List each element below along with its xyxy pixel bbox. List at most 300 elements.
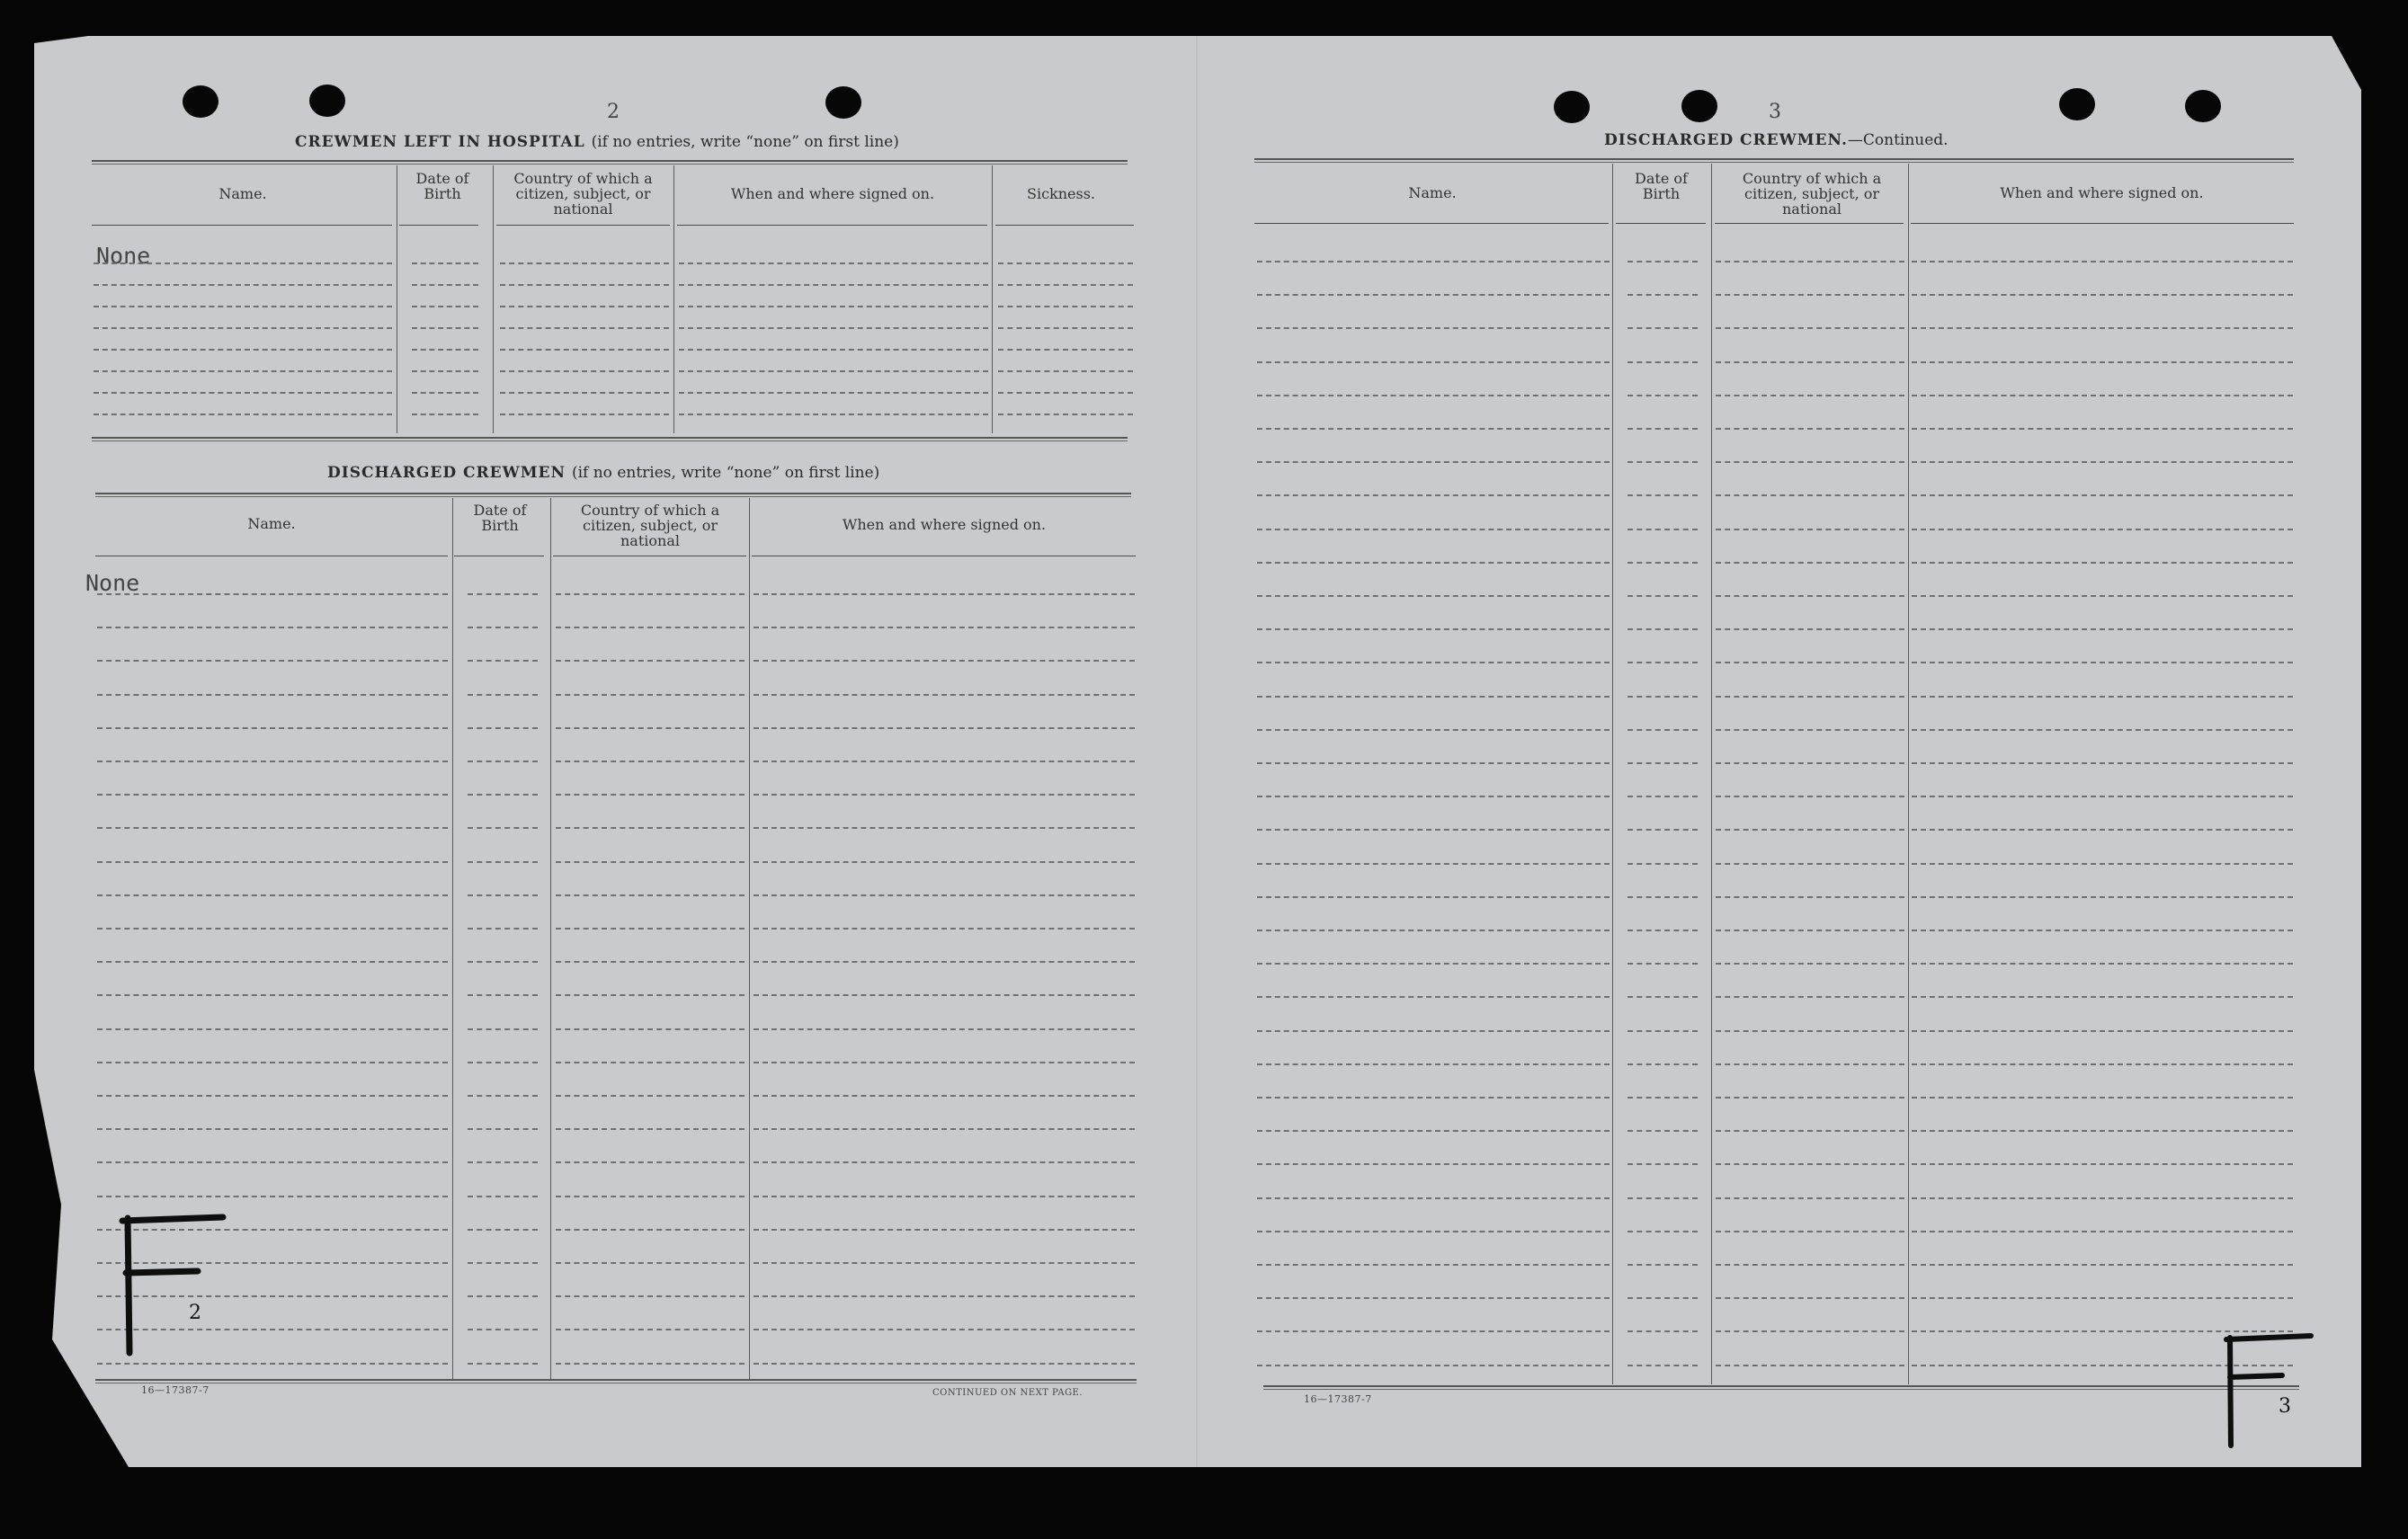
- ruled-line: [1716, 1297, 1904, 1299]
- ruled-line: [1912, 1030, 2293, 1032]
- hospital-instruction: (if no entries, write “none” on first line): [591, 133, 899, 151]
- ruled-line: [556, 1262, 745, 1264]
- ruled-line: [97, 794, 448, 796]
- ruled-line: [1257, 294, 1610, 296]
- ruled-line: [754, 1229, 1135, 1231]
- ruled-line: [556, 627, 745, 628]
- ruled-line: [1628, 930, 1698, 931]
- ruled-line: [1912, 1231, 2293, 1232]
- ruled-line: [754, 627, 1135, 628]
- ruled-line: [97, 827, 448, 829]
- ruled-line: [412, 262, 478, 264]
- ruled-line: [1716, 729, 1904, 731]
- ruled-line: [97, 894, 448, 896]
- ruled-line: [468, 794, 538, 796]
- hospital-col-country: Country of which a citizen, subject, or national: [513, 170, 653, 218]
- ruled-line: [97, 861, 448, 863]
- ruled-line: [1716, 796, 1904, 797]
- right-title-suffix: —Continued.: [1847, 131, 1949, 149]
- ruled-line: [1628, 1231, 1698, 1232]
- page-number: 2: [607, 101, 620, 123]
- hospital-section-title: [295, 133, 899, 151]
- ruled-line: [1257, 361, 1610, 363]
- ruled-line: [500, 327, 669, 329]
- ruled-line: [1257, 796, 1610, 797]
- ruled-line: [1912, 628, 2293, 630]
- ruled-line: [1912, 729, 2293, 731]
- ruled-line: [679, 414, 988, 415]
- continued-note: CONTINUED ON NEXT PAGE.: [932, 1388, 1084, 1398]
- ruled-line: [97, 1196, 448, 1197]
- discharged-title: DISCHARGED CREWMEN: [327, 464, 566, 482]
- ruled-line: [1716, 1030, 1904, 1032]
- ruled-line: [1257, 1063, 1610, 1065]
- discharged-col-country: Country of which a citizen, subject, or national: [580, 502, 720, 549]
- hospital-col-divider: [673, 165, 674, 433]
- ruled-line: [468, 1062, 538, 1063]
- ruled-line: [1257, 1297, 1610, 1299]
- ruled-line: [97, 1161, 448, 1163]
- ruled-line: [97, 1028, 448, 1030]
- ruled-line: [1912, 1297, 2293, 1299]
- ruled-line: [1716, 1231, 1904, 1232]
- ruled-line: [1628, 1197, 1698, 1199]
- right-col-dob: Date of Birth: [1635, 170, 1688, 202]
- ruled-line: [468, 1161, 538, 1163]
- hospital-header-rule: [399, 225, 478, 226]
- ruled-line: [1257, 494, 1610, 496]
- ruled-line: [468, 660, 538, 662]
- ruled-line: [1628, 327, 1698, 329]
- ruled-line: [679, 306, 988, 307]
- right-col-signed: When and where signed on.: [2000, 184, 2204, 201]
- handwritten-f-mark: [2221, 1330, 2320, 1456]
- ruled-line: [1628, 729, 1698, 731]
- ruled-line: [1912, 261, 2293, 262]
- ruled-line: [754, 961, 1135, 963]
- ruled-line: [1628, 1163, 1698, 1165]
- ruled-line: [468, 727, 538, 729]
- ruled-line: [1257, 1097, 1610, 1099]
- ruled-line: [1716, 1163, 1904, 1165]
- ruled-line: [468, 1095, 538, 1097]
- handwritten-number-mark: 2: [189, 1302, 201, 1324]
- ruled-line: [97, 1062, 448, 1063]
- ruled-line: [754, 1095, 1135, 1097]
- ruled-line: [556, 1128, 745, 1130]
- ruled-line: [754, 894, 1135, 896]
- ruled-line: [412, 284, 478, 286]
- ruled-line: [1716, 963, 1904, 965]
- ruled-line: [1628, 896, 1698, 898]
- ruled-line: [1716, 461, 1904, 463]
- ruled-line: [1716, 628, 1904, 630]
- ruled-line: [1628, 1130, 1698, 1132]
- right-top-rule: [1254, 158, 2294, 163]
- ruled-line: [556, 761, 745, 762]
- ruled-line: [754, 694, 1135, 696]
- ruled-line: [1716, 1063, 1904, 1065]
- ruled-line: [1912, 1097, 2293, 1099]
- ruled-line: [998, 327, 1133, 329]
- ruled-line: [556, 1229, 745, 1231]
- ruled-line: [1912, 1063, 2293, 1065]
- ruled-line: [754, 1363, 1135, 1365]
- ruled-line: [1912, 696, 2293, 698]
- ruled-line: [1628, 1330, 1698, 1332]
- ruled-line: [1257, 595, 1610, 597]
- ruled-line: [679, 370, 988, 372]
- ruled-line: [500, 414, 669, 415]
- ruled-line: [1628, 1365, 1698, 1366]
- ruled-line: [1257, 696, 1610, 698]
- ruled-line: [1716, 294, 1904, 296]
- ruled-line: [1628, 863, 1698, 865]
- ruled-line: [1716, 896, 1904, 898]
- ruled-line: [754, 727, 1135, 729]
- punch-hole: [2059, 88, 2095, 120]
- discharged-col-divider: [550, 498, 551, 1381]
- ruled-line: [1912, 963, 2293, 965]
- ruled-line: [1716, 1197, 1904, 1199]
- discharged-instruction: (if no entries, write “none” on first line): [571, 464, 880, 482]
- ruled-line: [97, 761, 448, 762]
- ruled-line: [1912, 327, 2293, 329]
- ruled-line: [556, 861, 745, 863]
- hospital-col-sickness: Sickness.: [1026, 185, 1095, 202]
- ruled-line: [754, 994, 1135, 996]
- hospital-bottom-rule: [92, 437, 1128, 441]
- ruled-line: [1716, 1097, 1904, 1099]
- ruled-line: [556, 660, 745, 662]
- ruled-line: [754, 1329, 1135, 1330]
- ruled-line: [1912, 1197, 2293, 1199]
- ruled-line: [998, 349, 1133, 351]
- ruled-line: [556, 894, 745, 896]
- ruled-line: [556, 593, 745, 595]
- discharged-top-rule: [95, 493, 1131, 497]
- punch-hole: [183, 85, 219, 118]
- ruled-line: [94, 370, 392, 372]
- ruled-line: [1912, 294, 2293, 296]
- ruled-line: [1257, 863, 1610, 865]
- ruled-line: [1912, 461, 2293, 463]
- ruled-line: [754, 861, 1135, 863]
- discharged-col-signed: When and where signed on.: [842, 516, 1047, 533]
- hospital-col-divider: [992, 165, 993, 433]
- ruled-line: [1716, 1130, 1904, 1132]
- hospital-col-signed: When and where signed on.: [730, 185, 935, 202]
- hospital-entry-none: None: [96, 243, 151, 269]
- ruled-line: [468, 761, 538, 762]
- ruled-line: [97, 593, 448, 595]
- ruled-line: [1628, 1063, 1698, 1065]
- punch-hole: [1681, 90, 1717, 122]
- right-section-title: [1604, 131, 1949, 149]
- ruled-line: [556, 994, 745, 996]
- right-col-divider: [1612, 164, 1613, 1384]
- ruled-line: [1628, 261, 1698, 262]
- ruled-line: [97, 961, 448, 963]
- ruled-line: [998, 392, 1133, 394]
- ruled-line: [97, 928, 448, 930]
- ruled-line: [1912, 829, 2293, 831]
- ruled-line: [97, 1128, 448, 1130]
- ruled-line: [1628, 762, 1698, 764]
- ruled-line: [1257, 930, 1610, 931]
- ruled-line: [556, 727, 745, 729]
- ruled-line: [97, 727, 448, 729]
- ruled-line: [94, 306, 392, 307]
- ruled-line: [1912, 529, 2293, 530]
- ruled-line: [1628, 494, 1698, 496]
- ruled-line: [1257, 729, 1610, 731]
- ruled-line: [1912, 595, 2293, 597]
- ruled-line: [754, 794, 1135, 796]
- ruled-line: [754, 593, 1135, 595]
- ruled-line: [1716, 261, 1904, 262]
- ruled-line: [94, 284, 392, 286]
- ruled-line: [1257, 1030, 1610, 1032]
- ruled-line: [556, 1062, 745, 1063]
- ruled-line: [1912, 562, 2293, 564]
- ruled-line: [412, 414, 478, 415]
- ruled-line: [97, 627, 448, 628]
- right-title: DISCHARGED CREWMEN.: [1604, 131, 1848, 149]
- ruled-line: [468, 694, 538, 696]
- ruled-line: [1257, 963, 1610, 965]
- ruled-line: [468, 994, 538, 996]
- right-col-divider: [1908, 164, 1909, 1384]
- ruled-line: [94, 262, 392, 264]
- ruled-line: [97, 660, 448, 662]
- ruled-line: [1912, 863, 2293, 865]
- ruled-line: [1716, 762, 1904, 764]
- right-col-divider: [1711, 164, 1712, 1384]
- ruled-line: [1628, 461, 1698, 463]
- ruled-line: [97, 1095, 448, 1097]
- handwritten-number-mark: 3: [2279, 1395, 2291, 1418]
- ruled-line: [412, 370, 478, 372]
- ruled-line: [556, 1363, 745, 1365]
- right-bottom-rule: [1263, 1385, 2299, 1390]
- ruled-line: [1716, 662, 1904, 663]
- ruled-line: [412, 327, 478, 329]
- ruled-line: [1257, 529, 1610, 530]
- ruled-line: [1716, 1264, 1904, 1266]
- right-header-rule: [1911, 223, 2294, 224]
- ruled-line: [1912, 361, 2293, 363]
- ruled-line: [1716, 428, 1904, 430]
- ruled-line: [500, 284, 669, 286]
- ruled-line: [1628, 829, 1698, 831]
- ruled-line: [1257, 896, 1610, 898]
- ruled-line: [412, 349, 478, 351]
- discharged-col-name: Name.: [247, 515, 296, 532]
- ruled-line: [468, 894, 538, 896]
- ruled-line: [998, 370, 1133, 372]
- ruled-line: [556, 827, 745, 829]
- hospital-header-rule: [92, 225, 392, 226]
- ruled-line: [1257, 395, 1610, 396]
- ruled-line: [1716, 562, 1904, 564]
- ruled-line: [94, 392, 392, 394]
- ruled-line: [1257, 1197, 1610, 1199]
- ruled-line: [679, 284, 988, 286]
- ruled-line: [754, 928, 1135, 930]
- ruled-line: [1628, 1264, 1698, 1266]
- ruled-line: [754, 1196, 1135, 1197]
- ruled-line: [468, 627, 538, 628]
- ruled-line: [1912, 428, 2293, 430]
- right-header-rule: [1254, 223, 1609, 224]
- ruled-line: [1628, 963, 1698, 965]
- ruled-line: [1716, 395, 1904, 396]
- ruled-line: [468, 928, 538, 930]
- discharged-col-divider: [452, 498, 453, 1381]
- ruled-line: [1912, 1130, 2293, 1132]
- ruled-line: [556, 1196, 745, 1197]
- ruled-line: [500, 306, 669, 307]
- right-header-rule: [1616, 223, 1706, 224]
- hospital-header-rule: [496, 225, 670, 226]
- ruled-line: [468, 1295, 538, 1297]
- ruled-line: [998, 262, 1133, 264]
- ruled-line: [468, 827, 538, 829]
- ruled-line: [754, 1262, 1135, 1264]
- ruled-line: [468, 1229, 538, 1231]
- page-number: 3: [1769, 101, 1781, 123]
- ruled-line: [998, 306, 1133, 307]
- ruled-line: [468, 1196, 538, 1197]
- ruled-line: [1912, 395, 2293, 396]
- document-sheet: [34, 36, 2361, 1467]
- ruled-line: [1716, 595, 1904, 597]
- ruled-line: [754, 660, 1135, 662]
- ruled-line: [1716, 996, 1904, 998]
- ruled-line: [94, 349, 392, 351]
- ruled-line: [1628, 696, 1698, 698]
- hospital-header-rule: [677, 225, 987, 226]
- ruled-line: [556, 1095, 745, 1097]
- ruled-line: [1628, 1297, 1698, 1299]
- ruled-line: [1912, 896, 2293, 898]
- discharged-col-dob: Date of Birth: [473, 502, 527, 534]
- ruled-line: [468, 1329, 538, 1330]
- form-number: 16—17387-7: [141, 1384, 210, 1396]
- punch-hole: [309, 85, 345, 117]
- ruled-line: [1716, 494, 1904, 496]
- ruled-line: [754, 1295, 1135, 1297]
- discharged-section-title: [327, 464, 879, 482]
- ruled-line: [500, 349, 669, 351]
- ruled-line: [1257, 662, 1610, 663]
- ruled-line: [1716, 829, 1904, 831]
- ruled-line: [1912, 996, 2293, 998]
- ruled-line: [1257, 461, 1610, 463]
- hospital-col-dob: Date of Birth: [415, 170, 469, 202]
- ruled-line: [1628, 1030, 1698, 1032]
- ruled-line: [500, 262, 669, 264]
- ruled-line: [412, 392, 478, 394]
- page-fold: [1196, 36, 1198, 1467]
- ruled-line: [1257, 1163, 1610, 1165]
- ruled-line: [1257, 1365, 1610, 1366]
- form-number: 16—17387-7: [1304, 1393, 1372, 1405]
- ruled-line: [1716, 1330, 1904, 1332]
- ruled-line: [556, 961, 745, 963]
- hospital-col-name: Name.: [219, 185, 267, 202]
- ruled-line: [94, 414, 392, 415]
- ruled-line: [556, 794, 745, 796]
- punch-hole: [825, 86, 861, 119]
- ruled-line: [468, 961, 538, 963]
- ruled-line: [1716, 327, 1904, 329]
- ruled-line: [1257, 327, 1610, 329]
- ruled-line: [556, 694, 745, 696]
- ruled-line: [500, 392, 669, 394]
- ruled-line: [1628, 428, 1698, 430]
- ruled-line: [94, 327, 392, 329]
- ruled-line: [1257, 261, 1610, 262]
- ruled-line: [1716, 361, 1904, 363]
- ruled-line: [1257, 428, 1610, 430]
- ruled-line: [1257, 1330, 1610, 1332]
- ruled-line: [754, 1161, 1135, 1163]
- ruled-line: [679, 392, 988, 394]
- ruled-line: [754, 761, 1135, 762]
- discharged-entry-none: None: [85, 570, 140, 596]
- ruled-line: [97, 994, 448, 996]
- ruled-line: [556, 1329, 745, 1330]
- ruled-line: [556, 1028, 745, 1030]
- ruled-line: [1912, 1264, 2293, 1266]
- ruled-line: [754, 1028, 1135, 1030]
- discharged-col-divider: [749, 498, 750, 1381]
- ruled-line: [1716, 863, 1904, 865]
- right-col-country: Country of which a citizen, subject, or national: [1742, 170, 1882, 218]
- ruled-line: [1716, 696, 1904, 698]
- ruled-line: [1912, 762, 2293, 764]
- ruled-line: [556, 1295, 745, 1297]
- ruled-line: [1257, 996, 1610, 998]
- hospital-header-rule: [995, 225, 1134, 226]
- ruled-line: [1257, 1231, 1610, 1232]
- ruled-line: [1257, 562, 1610, 564]
- ruled-line: [754, 827, 1135, 829]
- ruled-line: [1628, 662, 1698, 663]
- ruled-line: [1257, 829, 1610, 831]
- ruled-line: [1628, 562, 1698, 564]
- discharged-bottom-rule: [95, 1379, 1137, 1383]
- ruled-line: [468, 593, 538, 595]
- ruled-line: [679, 349, 988, 351]
- ruled-line: [1628, 294, 1698, 296]
- ruled-line: [1628, 361, 1698, 363]
- ruled-line: [412, 306, 478, 307]
- ruled-line: [1628, 996, 1698, 998]
- ruled-line: [1912, 662, 2293, 663]
- hospital-top-rule: [92, 160, 1128, 165]
- ruled-line: [500, 370, 669, 372]
- ruled-line: [679, 262, 988, 264]
- ruled-line: [1716, 529, 1904, 530]
- ruled-line: [1628, 529, 1698, 530]
- ruled-line: [754, 1128, 1135, 1130]
- right-header-rule: [1715, 223, 1904, 224]
- ruled-line: [1628, 395, 1698, 396]
- hospital-title: CREWMEN LEFT IN HOSPITAL: [295, 133, 585, 151]
